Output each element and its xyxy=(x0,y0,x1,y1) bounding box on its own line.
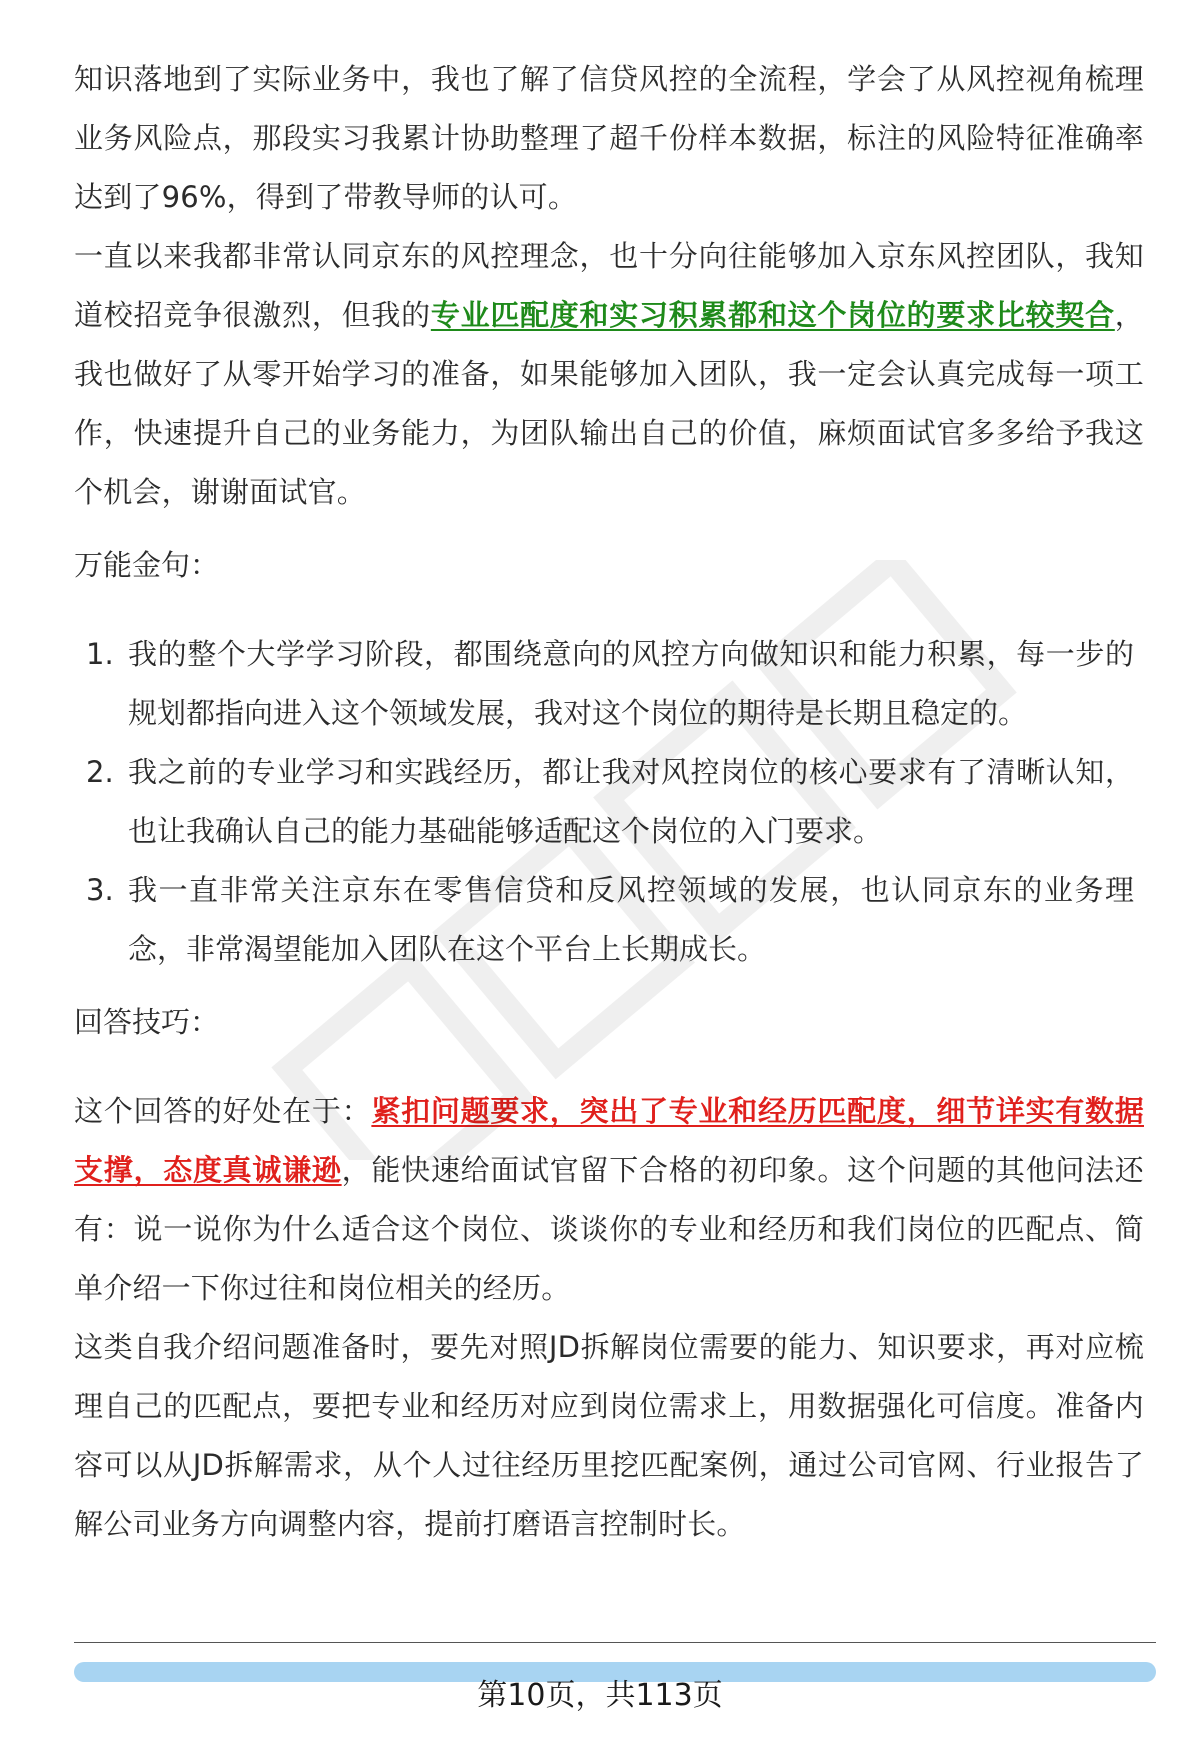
heading-answer-tips: 回答技巧： xyxy=(74,1005,220,1039)
list-number: 2. xyxy=(86,755,114,789)
heading-golden-sentences: 万能金句： xyxy=(74,548,220,582)
paragraph-preparation-text: 这类自我介绍问题准备时，要先对照JD拆解岗位需要的能力、知识要求，再对应梳理自己的匹配点，要把专业和经历对应到岗位需求上，用数据强化可信度。准备内容可以从JD拆解需求，从个人过往经历里挖匹配案例，通过公司官网、行业报告了解公司业务方向调整内容，提前打磨语言控制时长。 xyxy=(74,1330,1144,1541)
list-item-text: 我之前的专业学习和实践经历，都让我对风控岗位的核心要求有了清晰认知，也让我确认自己的能力基础能够适配这个岗位的入门要求。 xyxy=(128,755,1134,848)
golden-sentence-list xyxy=(74,625,1144,979)
page-number: 第10页，共113页 xyxy=(477,1678,723,1713)
paragraph-tips xyxy=(74,1082,1144,1318)
paragraph-motivation-text-start: 一直以来我都非常认同京东的风控理念，也十分向往能够加入京东风控团队，我知道校招竞争很激烈，但我的 xyxy=(74,239,1144,332)
paragraph-internship xyxy=(74,50,1144,227)
list-item xyxy=(74,743,1144,861)
list-number: 3. xyxy=(86,873,114,907)
list-item-text: 我一直非常关注京东在零售信贷和反风控领域的发展，也认同京东的业务理念，非常渴望能加入团队在这个平台上长期成长。 xyxy=(128,873,1134,966)
paragraph-preparation xyxy=(74,1318,1144,1554)
list-number: 1. xyxy=(86,637,114,671)
document-body xyxy=(74,50,1144,1554)
paragraph-motivation-text-end: ，我也做好了从零开始学习的准备，如果能够加入团队，我一定会认真完成每一项工作，快速提升自己的业务能力，为团队输出自己的价值，麻烦面试官多多给予我这个机会，谢谢面试官。 xyxy=(74,298,1144,509)
list-item xyxy=(74,625,1144,743)
footer-divider xyxy=(74,1642,1156,1643)
highlight-match-phrase: 专业匹配度和实习积累都和这个岗位的要求比较契合 xyxy=(430,298,1115,332)
highlight-benefits-phrase: 紧扣问题要求，突出了专业和经历匹配度，细节详实有数据支撑，态度真诚谦逊 xyxy=(74,1094,1144,1187)
paragraph-tips-text-start: 这个回答的好处在于： xyxy=(74,1094,372,1128)
paragraph-tips-text-end: ，能快速给面试官留下合格的初印象。这个问题的其他问法还有：说一说你为什么适合这个岗位、谈谈你的专业和经历和我们岗位的匹配点、简单介绍一下你过往和岗位相关的经历。 xyxy=(74,1153,1144,1305)
paragraph-motivation xyxy=(74,227,1144,522)
paragraph-internship-text: 知识落地到了实际业务中，我也了解了信贷风控的全流程，学会了从风控视角梳理业务风险点，那段实习我累计协助整理了超千份样本数据，标注的风险特征准确率达到了96%，得到了带教导师的认可。 xyxy=(74,62,1144,214)
list-item-text: 我的整个大学学习阶段，都围绕意向的风控方向做知识和能力积累，每一步的规划都指向进入这个领域发展，我对这个岗位的期待是长期且稳定的。 xyxy=(128,637,1134,730)
list-item xyxy=(74,861,1144,979)
